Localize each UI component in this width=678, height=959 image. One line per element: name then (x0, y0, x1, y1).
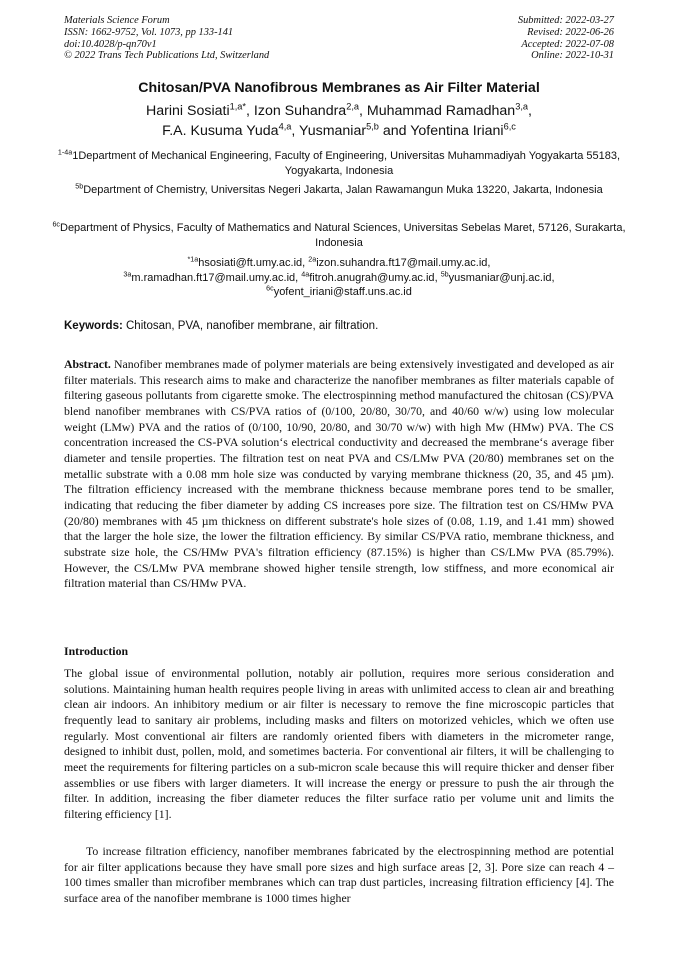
email-link[interactable]: izon.suhandra.ft17@mail.umy.ac.id (316, 257, 488, 269)
abstract-text: Nanofiber membranes made of polymer materials are being extensively investigated and developed as air filter materials. This research aims to make and characterize the nanofiber membranes as filter materials capable of filtering gaseous pollutants from cigarette smoke. The electrospinning method manufactured the chitosan (CS)/PVA blend nanofiber membranes with CS/PVA ratios of (0/100, 20/80, 30/70, and 40/60 w/w) using low molecular weight (LMw) PVA and the ratios of (0/100, 10/90, 20/80, and 30/70 w/w) with high Mw (HMw) PVA. The CS concentration increased the CS-PVA solution‘s electrical conductivity and decreased the membrane‘s average fiber diameter and tensile properties. The filtration test on neat PVA and CS/LMw PVA (20/80) membranes set on the metallic substrate with a 0.08 mm hole size was conducted by varying membrane thickness (20, 35, and 45 µm). The filtration efficiency increased with the membrane thickness because membrane pores tend to be smaller, indicating that reducing the fiber diameter by adding CS increases pore size. The filtration test on CS/HMw PVA (20/80) membranes with 45 µm thickness on different substrate's hole sizes of (0.08, 1.19, and 1.41 mm) showed that the larger the hole size, the lower the filtration efficiency. By similar CS/PVA ratio, membrane thickness, and substrate size hole, the CS/HMw PVA's filtration efficiency (87.15%) is higher than CS/LMw PVA (85.79%). However, the CS/LMw PVA membrane showed higher tensile strength, low stiffness, and more economical air filtration material than CS/HMw PVA. (64, 357, 615, 591)
introduction-paragraph-1: The global issue of environmental pollution, notably air pollution, requires more serious consideration and solutions. Maintaining human health requires people living in areas with unlimited access to clean air and breathing clean air indoors. An inhibitory medium or air filter is necessary to remove the fine microscopic particles that frequently lead to sanitary air problems, including masks and filters on motorized vehicles, which we often use regularly. Most conventional air filters are randomly oriented fibers with diameters in the micrometer range, designed to inhibit dust, pollen, mold, and sometimes bacteria. For conventional air filters, it will be challenging to meet the requirements for filtering particles on a sub-micron scale because this will require thicker and denser fiber assemblies or use fibers with larger diameters. It will increase the energy or pressure to push the air through the filter. In addition, increasing the fiber diameter reduces the filter surface ratio per volume unit and limits the filtering efficiency [1]. (64, 666, 614, 821)
email-line-1: $^{*1a}$hsosiati@ft.umy.ac.id, $^{2a}$izon.suhandra.ft17@mail.umy.ac.id, (187, 255, 491, 269)
email-sup: *1a (187, 255, 199, 264)
author-sup: 4,a (278, 121, 292, 132)
author-name: Harini Sosiati (146, 103, 230, 119)
author-name: Yusmaniar (299, 123, 367, 139)
accepted-date: Accepted: 2022-07-08 (521, 38, 614, 50)
section-heading-introduction: Introduction (64, 644, 129, 658)
author-name: F.A. Kusuma Yuda (162, 123, 279, 139)
email-line-2: $^{3a}$m.ramadhan.ft17@mail.umy.ac.id, $^{4a}$fitroh.anugrah@umy.ac.id, $^{5b}$yusmaniar@unj.ac.id, (123, 269, 555, 284)
affiliation-2 (52, 183, 626, 198)
revised-date: Revised: 2022-06-26 (527, 26, 614, 38)
email-list (52, 256, 626, 300)
email-link[interactable]: fitroh.anugrah@umy.ac.id (309, 271, 435, 284)
keywords-text: Chitosan, PVA, nanofiber membrane, air filtration. (126, 320, 379, 332)
email-sup: 2a (308, 255, 317, 264)
author-line-2: F.A. Kusuma Yuda$^{4,a}$, Yusmaniar$^{5,b}$ and Yofentina Iriani$^{6,c}$ (162, 121, 516, 139)
email-link[interactable]: hsosiati@ft.umy.ac.id (198, 257, 303, 269)
affiliation-sup: 5b (75, 182, 84, 191)
author-list (52, 101, 626, 141)
author-sup: 1,a* (229, 101, 247, 112)
author-sup: 3,a (515, 101, 529, 112)
journal-issn: ISSN: 1662-9752, Vol. 1073, pp 133-141 (64, 26, 234, 38)
email-link[interactable]: yusmaniar@unj.ac.id (448, 271, 552, 284)
author-joiner: and (382, 123, 407, 139)
journal-header (64, 15, 269, 62)
introduction-paragraph-2: To increase filtration efficiency, nanofiber membranes fabricated by the electrospinning method are potential for air filter applications because they have small pore sizes and high surface areas [2, 3]. Pore size can reach 4 – 100 times smaller than microfiber membranes which can trap dust particles, increasing filtration efficiency [4]. The surface area of the nanofiber membrane is 1000 times higher (64, 844, 614, 905)
author-line-1: Harini Sosiati$^{1,a*}$, Izon Suhandra$^{2,a}$, Muhammad Ramadhan$^{3,a}$, (146, 101, 532, 119)
affiliation-sup: 6c (52, 220, 60, 229)
keywords (64, 320, 614, 332)
online-date: Online: 2022-10-31 (531, 50, 614, 62)
email-sup: 3a (123, 269, 132, 278)
email-sup: 5b (440, 269, 449, 278)
abstract (64, 357, 614, 592)
email-sup: 6c (266, 284, 274, 293)
affiliation-text: Department of Chemistry, Universitas Negeri Jakarta, Jalan Rawamangun Muka 13220, Jakarta, Indonesia (83, 184, 603, 196)
affiliation-3 (52, 221, 626, 250)
author-sup: 2,a (346, 101, 360, 112)
email-sup: 4a (301, 269, 310, 278)
author-name: Muhammad Ramadhan (366, 103, 516, 119)
affiliation-sup: 1-4a (57, 148, 73, 157)
abstract-label: Abstract. (64, 357, 111, 371)
email-link[interactable]: yofent_iriani@staff.uns.ac.id (273, 286, 412, 299)
submitted-date: Submitted: 2022-03-27 (517, 15, 614, 26)
affiliation-1 (52, 149, 626, 178)
copyright-line: © 2022 Trans Tech Publications Ltd, Switzerland (64, 50, 270, 62)
author-sup: 5,b (366, 121, 379, 132)
keywords-label: Keywords: (64, 320, 123, 332)
journal-name: Materials Science Forum (64, 15, 170, 26)
dates-header (518, 15, 614, 62)
affiliation-text: Department of Physics, Faculty of Mathematics and Natural Sciences, Universitas Sebelas Maret, 57126, Surakarta, Indonesia (60, 222, 626, 249)
author-sup: 6,c (503, 121, 516, 132)
email-line-3 (52, 285, 626, 300)
article-doi: doi:10.4028/p-qn70v1 (64, 38, 157, 50)
author-name: Yofentina Iriani (410, 123, 504, 139)
email-link[interactable]: m.ramadhan.ft17@mail.umy.ac.id (131, 271, 296, 284)
affiliation-text: 1Department of Mechanical Engineering, Faculty of Engineering, Universitas Muhammadiyah Yogyakarta 55183, Yogyakarta, Indonesia (72, 150, 621, 177)
paper-title: Chitosan/PVA Nanofibrous Membranes as Air Filter Material (138, 80, 540, 96)
author-name: Izon Suhandra (253, 103, 347, 119)
